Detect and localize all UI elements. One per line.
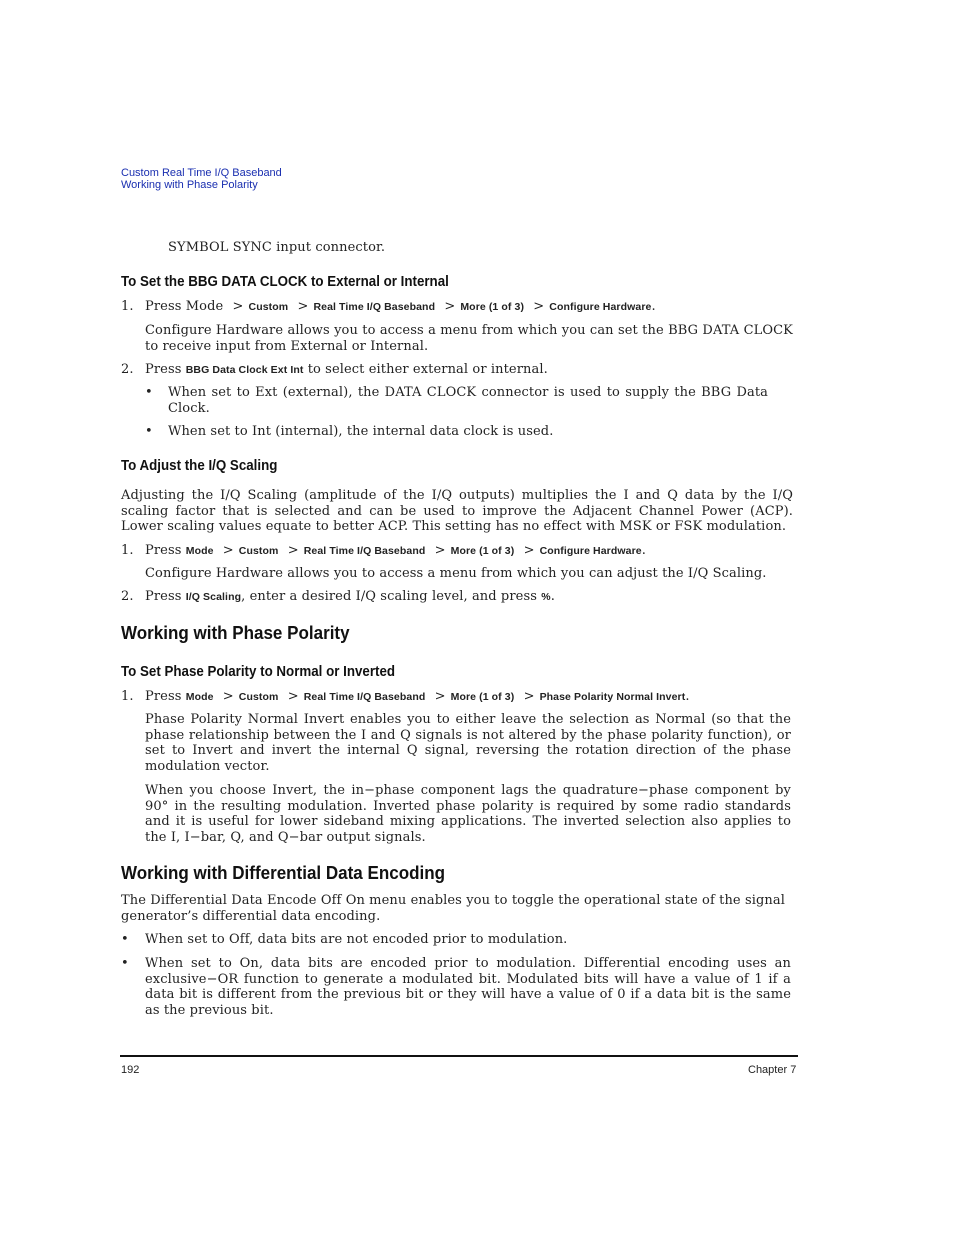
menu-separator: > bbox=[434, 543, 446, 558]
softkey-real-time-iq-baseband: Real Time I/Q Baseband bbox=[313, 301, 436, 313]
step-number: 1. bbox=[121, 543, 134, 558]
step-end: . bbox=[651, 299, 656, 314]
softkey-bbg-data-clock-ext-int: BBG Data Clock Ext Int bbox=[185, 364, 304, 376]
heading-differential-encoding: Working with Differential Data Encoding bbox=[121, 862, 446, 883]
sec4-bullet-1 bbox=[121, 932, 793, 948]
header-chapter-title: Custom Real Time I/Q Baseband bbox=[121, 167, 282, 179]
menu-separator: > bbox=[287, 689, 299, 704]
sec1-bullet-1 bbox=[145, 385, 793, 416]
sec4-bullet-2 bbox=[121, 956, 793, 1018]
step-number: 1. bbox=[121, 689, 134, 704]
step-end: . bbox=[641, 543, 646, 558]
softkey-more-1-of-3: More (1 of 3) bbox=[450, 545, 515, 557]
softkey-custom: Custom bbox=[238, 545, 279, 557]
menu-separator: > bbox=[232, 299, 244, 314]
menu-separator: > bbox=[222, 543, 234, 558]
heading-iq-scaling: To Adjust the I/Q Scaling bbox=[121, 458, 278, 474]
step-number: 1. bbox=[121, 299, 134, 314]
menu-separator: > bbox=[444, 299, 456, 314]
step-rest: , enter a desired I/Q scaling level, and press bbox=[241, 589, 538, 604]
chapter-label: Chapter 7 bbox=[748, 1064, 797, 1076]
press-text: Press bbox=[145, 589, 182, 604]
softkey-mode: Mode bbox=[185, 545, 214, 557]
heading-set-phase-polarity: To Set Phase Polarity to Normal or Inverted bbox=[121, 664, 396, 680]
menu-separator: > bbox=[287, 543, 299, 558]
softkey-more-1-of-3: More (1 of 3) bbox=[450, 691, 515, 703]
step-end: . bbox=[685, 689, 690, 704]
menu-separator: > bbox=[533, 299, 545, 314]
softkey-phase-polarity-normal-invert: Phase Polarity Normal Invert bbox=[539, 691, 686, 703]
menu-separator: > bbox=[434, 689, 446, 704]
softkey-configure-hardware: Configure Hardware bbox=[549, 301, 652, 313]
sec2-intro: Adjusting the I/Q Scaling (amplitude of the I/Q outputs) multiplies the I and Q data by the I/Q scaling factor that is selected and can be used to improve the Adjacent Channel Power (ACP). Lower scaling values equate to better ACP. This setting has no effect with MSK or FSK modulation. bbox=[121, 488, 793, 535]
softkey-real-time-iq-baseband: Real Time I/Q Baseband bbox=[303, 545, 426, 557]
sec3-para-2: When you choose Invert, the in−phase component lags the quadrature−phase component by 90° in the resulting modulation. Inverted phase polarity is required by some radio standards and it is useful for lower sideband mixing applications. The inverted selection also applies to the I, I−bar, Q, and Q−bar output signals. bbox=[145, 783, 791, 845]
press-text: Press Mode bbox=[145, 299, 224, 314]
intro-continuation: SYMBOL SYNC input connector. bbox=[168, 240, 386, 255]
press-text: Press bbox=[145, 362, 182, 377]
step-end: . bbox=[550, 589, 555, 604]
menu-separator: > bbox=[523, 543, 535, 558]
sec4-intro: The Differential Data Encode Off On menu enables you to toggle the operational state of the signal generator’s differential data encoding. bbox=[121, 893, 785, 924]
press-text: Press bbox=[145, 543, 182, 558]
softkey-custom: Custom bbox=[248, 301, 289, 313]
bullet-glyph: • bbox=[121, 932, 129, 947]
bullet-glyph: • bbox=[145, 424, 153, 439]
menu-separator: > bbox=[523, 689, 535, 704]
header-section-title: Working with Phase Polarity bbox=[121, 179, 258, 191]
footer-rule bbox=[120, 1055, 798, 1057]
sec1-bullet-2 bbox=[145, 424, 793, 440]
softkey-mode: Mode bbox=[185, 691, 214, 703]
softkey-real-time-iq-baseband: Real Time I/Q Baseband bbox=[303, 691, 426, 703]
key-percent: % bbox=[541, 591, 551, 603]
bullet-glyph: • bbox=[145, 385, 153, 400]
bullet-glyph: • bbox=[121, 956, 129, 971]
heading-bbg-data-clock: To Set the BBG DATA CLOCK to External or Internal bbox=[121, 274, 449, 290]
softkey-iq-scaling: I/Q Scaling bbox=[185, 591, 242, 603]
sec2-para-1: Configure Hardware allows you to access a menu from which you can adjust the I/Q Scaling. bbox=[145, 566, 767, 581]
bullet-text: When set to Int (internal), the internal data clock is used. bbox=[168, 424, 554, 439]
bullet-text: When set to On, data bits are encoded prior to modulation. Differential encoding uses an exclusive−OR function to generate a modulated bit. Modulated bits will have a value of 1 if a data bit is different from the previous bit or they will have a value of 0 if a data bit is the same as the previous bit. bbox=[145, 956, 791, 1018]
bullet-text: When set to Ext (external), the DATA CLOCK connector is used to supply the BBG Data Clock. bbox=[168, 385, 768, 416]
softkey-configure-hardware: Configure Hardware bbox=[539, 545, 642, 557]
step-number: 2. bbox=[121, 362, 134, 377]
heading-phase-polarity: Working with Phase Polarity bbox=[121, 622, 350, 643]
press-text: Press bbox=[145, 689, 182, 704]
sec3-para-1: Phase Polarity Normal Invert enables you to either leave the selection as Normal (so that the phase relationship between the I and Q signals is not altered by the phase polarity function), or set to Invert and invert the internal Q signal, reversing the rotation direction of the phase modulation vector. bbox=[145, 712, 791, 774]
softkey-custom: Custom bbox=[238, 691, 279, 703]
bullet-text: When set to Off, data bits are not encoded prior to modulation. bbox=[145, 932, 568, 947]
sec1-para-1: Configure Hardware allows you to access a menu from which you can set the BBG DATA CLOCK to receive input from External or Internal. bbox=[145, 323, 793, 354]
running-header bbox=[121, 167, 282, 191]
step-number: 2. bbox=[121, 589, 134, 604]
softkey-more-1-of-3: More (1 of 3) bbox=[460, 301, 525, 313]
menu-separator: > bbox=[297, 299, 309, 314]
menu-separator: > bbox=[222, 689, 234, 704]
step-rest: to select either external or internal. bbox=[307, 362, 548, 377]
page-number: 192 bbox=[121, 1064, 140, 1076]
